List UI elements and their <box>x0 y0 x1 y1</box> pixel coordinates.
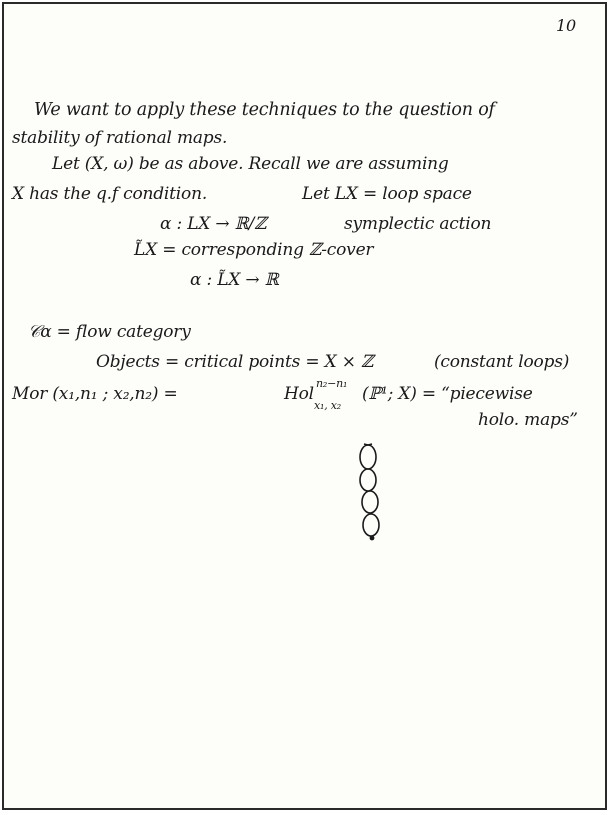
x2-tick <box>364 444 372 445</box>
text-line-10-subscript: x₁, x₂ <box>314 399 342 412</box>
text-line-4a: X has the q.f condition. <box>12 184 208 204</box>
notebook-page <box>2 2 607 810</box>
text-line-9b: (constant loops) <box>434 352 570 372</box>
text-line-6: L̃X = corresponding ℤ-cover <box>134 240 374 260</box>
text-line-9a: Objects = critical points = X × ℤ <box>96 352 374 372</box>
sphere-bubble-1 <box>360 445 376 469</box>
text-line-5a: α : LX → ℝ/ℤ <box>160 214 267 234</box>
text-line-2: stability of rational maps. <box>12 128 228 148</box>
text-line-1: We want to apply these techniques to the question of <box>34 100 495 120</box>
text-line-10a: Mor (x₁,n₁ ; x₂,n₂) = <box>12 384 178 404</box>
x1-marked-point <box>370 536 375 541</box>
text-line-8: 𝒞α = flow category <box>28 322 191 342</box>
text-line-3: Let (X, ω) be as above. Recall we are assuming <box>52 154 449 174</box>
sphere-bubble-3 <box>362 491 378 513</box>
text-line-4b: Let LX = loop space <box>302 184 472 204</box>
text-line-11: holo. maps” <box>478 410 578 430</box>
page-number: 10 <box>556 16 576 35</box>
text-line-5b: symplectic action <box>344 214 492 234</box>
sphere-bubble-2 <box>360 469 376 491</box>
text-line-10b: Hol <box>284 384 314 404</box>
sphere-bubble-4 <box>363 514 379 536</box>
text-line-10c: (ℙ¹; X) = “piecewise <box>362 384 533 404</box>
bubble-tree-drawing <box>4 4 607 810</box>
text-line-10-superscript: n₂−n₁ <box>316 377 348 390</box>
text-line-7: α : L̃X → ℝ <box>190 270 279 290</box>
